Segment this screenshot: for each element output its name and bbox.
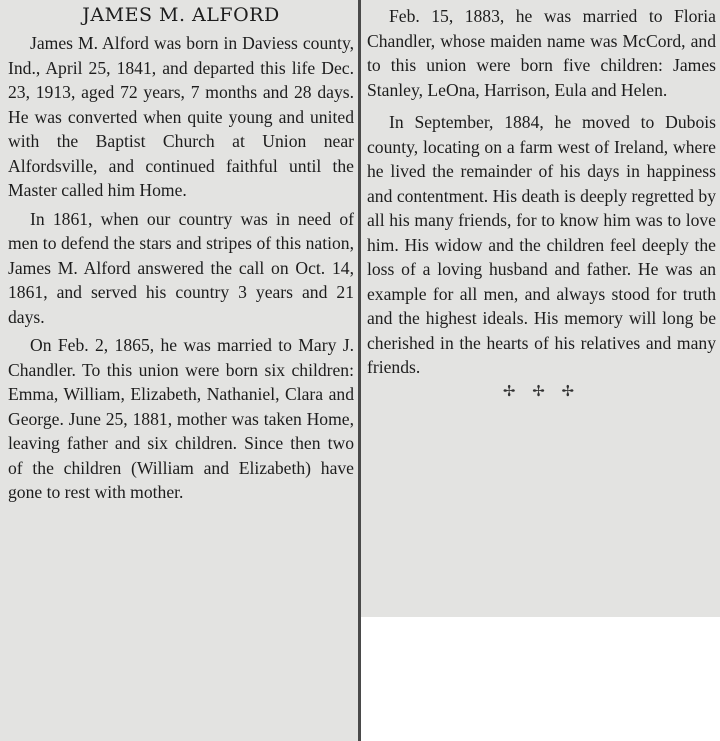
obituary-title: JAMES M. ALFORD xyxy=(82,4,280,26)
right-column xyxy=(361,0,720,617)
paragraph-military-service: In 1861, when our country was in need of men to defend the stars and stripes of this nation, James M. Alford answered the call on Oct. 14, 1861, and served his country 3 years and 21 days. xyxy=(8,208,354,327)
paragraph-second-marriage: Feb. 15, 1883, he was married to Floria Chandler, whose maiden name was McCord, and to this union were born five children: James Stanley, LeOna, Harrison, Eula and Helen. xyxy=(367,6,716,100)
paragraph-first-marriage: On Feb. 2, 1865, he was married to Mary J. Chandler. To this union were born six children: Emma, William, Elizabeth, Nathaniel, Clara and George. June 25, 1881, mother was taken Home, leaving father and six children. Since then two of the children (William and Elizabeth) have gone to rest with mother. xyxy=(8,335,354,502)
ornament-divider: ✢ ✢ ✢ xyxy=(502,381,581,400)
left-column xyxy=(0,0,358,741)
paragraph-birth: James M. Alford was born in Daviess county, Ind., April 25, 1841, and departed this life Dec. 23, 1913, aged 72 years, 7 months and 28 days. He was converted when quite young and united with the Baptist Church at Union near Alfordsville, and continued faithful until the Master called him Home. xyxy=(8,33,354,200)
paragraph-dubois-county: In September, 1884, he moved to Dubois county, locating on a farm west of Ireland, where he lived the remainder of his days in happiness and contentment. His death is deeply regretted by all his many friends, for to know him was to love him. His widow and the children feel deeply the loss of a loving husband and father. He was an example for all men, and always stood for truth and the highest ideals. His memory will long be cherished in the hearts of his relatives and many friends. xyxy=(367,112,716,377)
